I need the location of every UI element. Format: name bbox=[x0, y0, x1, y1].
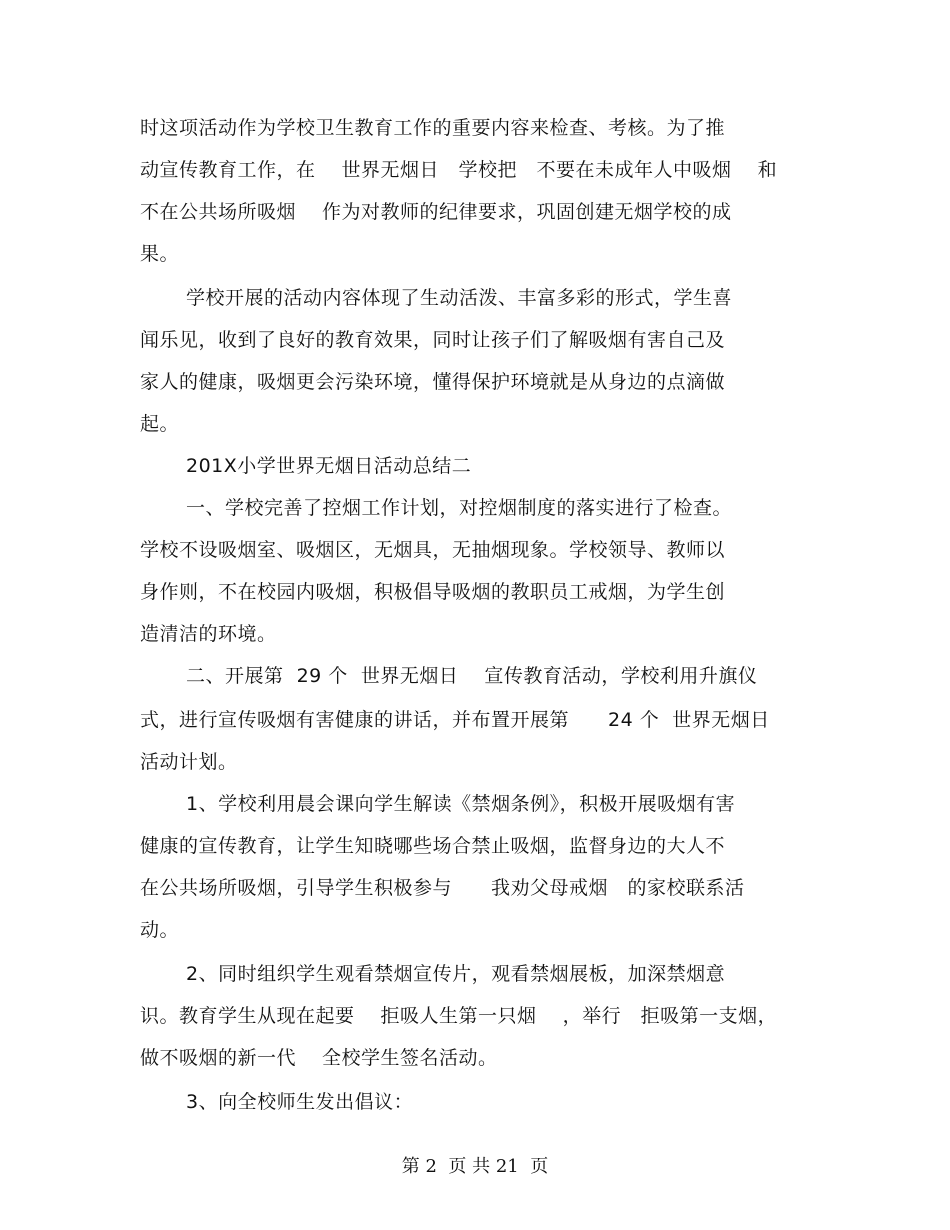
text-line: 健康的宣传教育，让学生知晓哪些场合禁止吸烟，监督身边的大人不 bbox=[140, 835, 726, 857]
text-line: 起。 bbox=[140, 413, 180, 435]
text-line: 式，进行宣传吸烟有害健康的讲话，并布置开展第 24 个 世界无烟日 bbox=[140, 709, 770, 731]
text-line: 闻乐见，收到了良好的教育效果，同时让孩子们了解吸烟有害自己及 bbox=[140, 329, 726, 351]
text-line: 二、开展第 29 个 世界无烟日 宣传教育活动，学校利用升旗仪 bbox=[186, 665, 758, 687]
text-line: 活动计划。 bbox=[140, 751, 238, 773]
text-line: 动宣传教育工作，在 世界无烟日 学校把 不要在未成年人中吸烟 和 bbox=[140, 159, 778, 181]
text-line: 时这项活动作为学校卫生教育工作的重要内容来检查、考核。为了推 bbox=[140, 117, 726, 139]
text-line: 在公共场所吸烟，引导学生积极参与 我劝父母戒烟 的家校联系活 bbox=[140, 877, 745, 899]
text-line: 做不吸烟的新一代 全校学生签名活动。 bbox=[140, 1047, 498, 1069]
page-number-footer: 第 2 页 共 21 页 bbox=[401, 1156, 549, 1177]
text-line: 不在公共场所吸烟 作为对教师的纪律要求，巩固创建无烟学校的成 bbox=[140, 201, 732, 223]
text-line: 果。 bbox=[140, 243, 180, 265]
text-line: 家人的健康，吸烟更会污染环境，懂得保护环境就是从身边的点滴做 bbox=[140, 371, 726, 393]
text-line: 3、向全校师生发出倡议： bbox=[186, 1091, 414, 1113]
text-line: 身作则，不在校园内吸烟，积极倡导吸烟的教职员工戒烟，为学生创 bbox=[140, 581, 726, 603]
text-line: 动。 bbox=[140, 919, 180, 941]
text-line: 1、学校利用晨会课向学生解读《禁烟条例》，积极开展吸烟有害 bbox=[186, 793, 736, 815]
text-line: 识。教育学生从现在起要 拒吸人生第一只烟 ，举行 拒吸第一支烟， bbox=[140, 1005, 778, 1027]
text-line: 学校开展的活动内容体现了生动活泼、丰富多彩的形式，学生喜 bbox=[186, 287, 733, 309]
text-line: 2、同时组织学生观看禁烟宣传片，观看禁烟展板，加深禁烟意 bbox=[186, 963, 726, 985]
section-heading: 201X小学世界无烟日活动总结二 bbox=[186, 455, 472, 477]
text-line: 造清洁的环境。 bbox=[140, 623, 277, 645]
text-line: 一、学校完善了控烟工作计划，对控烟制度的落实进行了检查。 bbox=[186, 497, 733, 519]
text-line: 学校不设吸烟室、吸烟区，无烟具，无抽烟现象。学校领导、教师以 bbox=[140, 539, 726, 561]
